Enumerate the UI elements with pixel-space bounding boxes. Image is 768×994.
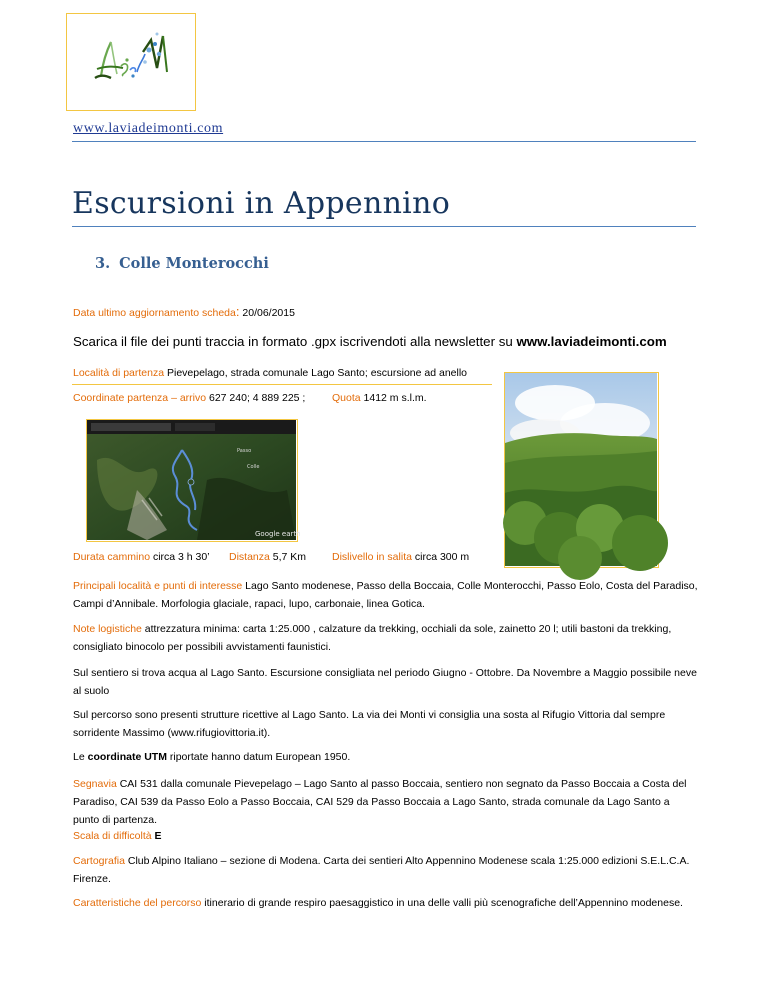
start-line: [73, 366, 467, 381]
elevation-line: [332, 550, 469, 565]
maps-label: Cartografia: [73, 855, 125, 867]
svg-text:Colle: Colle: [247, 464, 260, 470]
altitude-value: 1412 m s.l.m.: [360, 392, 427, 404]
title-rule: [72, 226, 696, 227]
start-label: Località di partenza: [73, 367, 165, 379]
coords-value: 627 240; 4 889 225 ;: [206, 392, 306, 404]
features-label: Caratteristiche del percorso: [73, 897, 202, 909]
utm-paragraph: [73, 748, 698, 766]
logistics-paragraph: [73, 620, 698, 656]
water-paragraph: Sul sentiero si trova acqua al Lago Santo. Escursione consigliata nel periodo Giugno - Ottobre. Da Novembre a Maggio possibile neve al suolo: [73, 667, 697, 697]
points-value: Lago Santo modenese, Passo della Boccaia, Colle Monterocchi, Passo Eolo, Costa del Paradiso, Campi d’Annibale. Morfologia glaciale, rapaci, lupo, carbonaie, linea Gotica.: [73, 580, 698, 610]
download-line: [73, 333, 667, 351]
logo-image: [67, 14, 194, 109]
maps-value: Club Alpino Italiano – sezione di Modena. Carta dei sentieri Alto Appennino Modenese scala 1:25.000 edizioni S.E.L.C.A. Firenze.: [73, 855, 690, 885]
maps-paragraph: [73, 852, 698, 888]
map-watermark: Google earth: [255, 530, 301, 538]
map-image-frame: [86, 419, 301, 542]
elevation-label: Dislivello in salita: [332, 551, 412, 563]
header-rule: [72, 141, 696, 142]
utm-suffix: riportate hanno datum European 1950.: [166, 751, 351, 763]
update-line: [73, 304, 295, 321]
signage-value: CAI 531 dalla comunale Pievepelago – Lago Santo al passo Boccaia, sentiero non segnato da Passo Boccaia a Costa del Paradiso, CAI 539 da Passo Eolo a Passo Boccaia, CAI 529 da Passo Boccaia a Lago Santo, strada comunale da Lago Santo a punto di partenza.: [73, 778, 687, 826]
update-colon: :: [235, 304, 240, 319]
photo-frame: [504, 372, 659, 568]
distance-value: 5,7 Km: [269, 551, 307, 563]
map-satellite-image: [87, 420, 301, 540]
elevation-value: circa 300 m: [411, 551, 470, 563]
coords-label: Coordinate partenza – arrivo: [73, 392, 207, 404]
points-paragraph: [73, 577, 698, 613]
features-value: itinerario di grande respiro paesaggistico in una delle valli più scenografiche dell’Appennino modenese.: [201, 897, 683, 909]
download-link[interactable]: www.laviadeimonti.com: [516, 334, 667, 349]
lodging-paragraph: Sul percorso sono presenti strutture ricettive al Lago Santo. La via dei Monti vi consiglia una sosta al Rifugio Vittoria dal sempre sorridente Massimo (www.rifugiovittoria.it).: [73, 709, 666, 739]
difficulty-label: Scala di difficoltà: [73, 830, 152, 842]
landscape-photo: [505, 373, 657, 566]
logistics-label: Note logistiche: [73, 623, 142, 635]
svg-text:Passo: Passo: [237, 448, 252, 454]
section-title: Colle Monterocchi: [119, 255, 269, 272]
section-number: 3.: [95, 255, 111, 272]
duration-value: circa 3 h 30’: [150, 551, 210, 563]
start-value: Pievepelago, strada comunale Lago Santo; escursione ad anello: [164, 367, 468, 379]
logistics-value: attrezzatura minima: carta 1:25.000 , calzature da trekking, occhiali da sole, zainetto 20 l; utili bastoni da trekking, consigliato binocolo per possibili avvistamenti faunistici.: [73, 623, 672, 653]
altitude-line: [332, 391, 427, 406]
page-title: Escursioni in Appennino: [72, 186, 451, 221]
utm-bold: coordinate UTM: [87, 751, 167, 763]
logo-frame: [66, 13, 196, 111]
section-heading: [95, 255, 269, 272]
update-label: Data ultimo aggiornamento scheda: [73, 307, 236, 319]
points-label: Principali località e punti di interesse: [73, 580, 243, 592]
distance-line: [229, 550, 306, 565]
duration-line: [73, 550, 210, 565]
distance-label: Distanza: [229, 551, 270, 563]
altitude-label: Quota: [332, 392, 361, 404]
difficulty-value: E: [154, 830, 162, 842]
start-underline: [72, 384, 492, 385]
download-text: Scarica il file dei punti traccia in formato .gpx iscrivendoti alla newsletter su: [73, 334, 517, 349]
utm-prefix: Le: [73, 751, 88, 763]
signage-paragraph: [73, 775, 698, 829]
site-link[interactable]: www.laviadeimonti.com: [73, 121, 224, 136]
difficulty-paragraph: [73, 827, 698, 845]
duration-label: Durata cammino: [73, 551, 151, 563]
coords-line: [73, 391, 305, 406]
signage-label: Segnavia: [73, 778, 117, 790]
features-paragraph: [73, 894, 698, 912]
update-value: 20/06/2015: [239, 307, 295, 319]
